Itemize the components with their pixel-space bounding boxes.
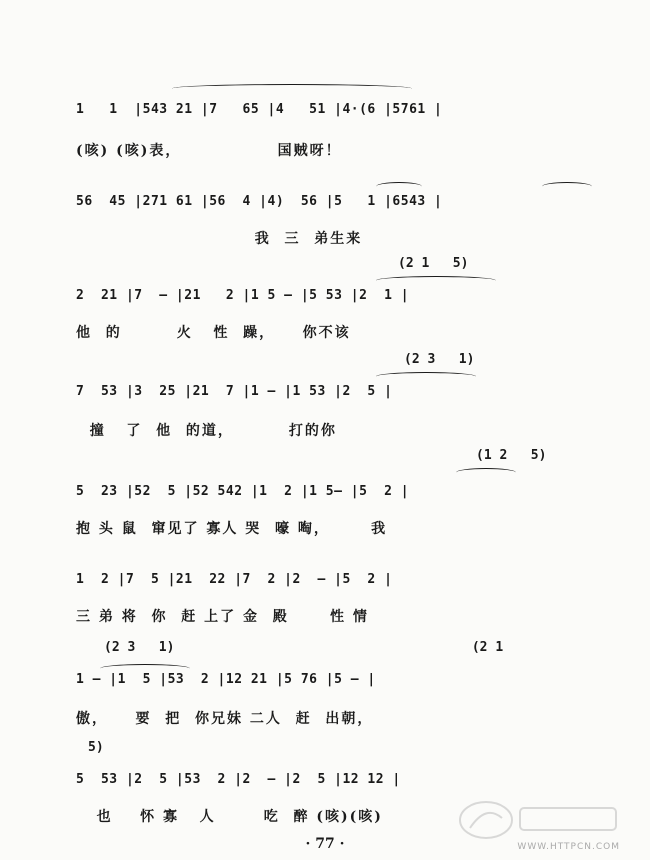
notation-line: 5 53 |2 5 |53 2 |2 — |2 5 |12 12 | — [76, 772, 401, 787]
grace-notes: (2 3 1) (2 1 — [104, 640, 504, 655]
slur — [542, 182, 592, 191]
notation-line: 1 2 |7 5 |21 22 |7 2 |2 — |5 2 | — [76, 572, 393, 587]
notation-line: 1 — |1 5 |53 2 |12 21 |5 76 |5 — | — [76, 672, 376, 687]
lyric-line: 傲， 要 把 你兄妹 二人 赶 出朝， — [76, 711, 374, 727]
lyric-line: 抱 头 鼠 窜见了 寡人 哭 嚎 啕， 我 — [76, 521, 388, 537]
notation-line: 2 21 |7 — |21 2 |1 5 — |5 53 |2 1 | — [76, 288, 410, 303]
watermark-text: WWW.HTTPCN.COM — [517, 842, 620, 852]
lyric-line: 他 的 火 性 躁， 你不该 — [76, 325, 351, 341]
watermark-logo-icon — [456, 798, 626, 842]
slur — [376, 182, 422, 191]
grace-notes: (1 2 5) — [476, 448, 547, 463]
notation-line: 56 45 |271 61 |56 4 |4) 56 |5 1 |6543 | — [76, 194, 443, 209]
slur — [376, 276, 496, 285]
lyric-line: 也 怀 寡 人 吃 醉 (咳)(咳) — [76, 809, 383, 825]
grace-notes: (2 3 1) — [404, 352, 475, 367]
grace-notes: (2 1 5) — [398, 256, 469, 271]
notation-line: 7 53 |3 25 |21 7 |1 — |1 53 |2 5 | — [76, 384, 393, 399]
slur — [376, 372, 476, 381]
watermark-logo — [456, 798, 626, 842]
lyric-line: 撞 了 他 的道， 打的你 — [76, 423, 337, 439]
page-number: · 77 · — [305, 836, 345, 852]
slur — [456, 468, 516, 477]
grace-notes: 5) — [88, 740, 104, 755]
notation-line: 5 23 |52 5 |52 542 |1 2 |1 5— |5 2 | — [76, 484, 410, 499]
slur — [172, 84, 412, 93]
notation-line: 1 1 |543 21 |7 65 |4 51 |4·(6 |5761 | — [76, 102, 443, 117]
lyric-line: 我 三 弟生来 — [76, 231, 363, 247]
lyric-line: 三 弟 将 你 赶 上了 金 殿 性 情 — [76, 609, 369, 625]
lyric-line: (咳) (咳)表， 国贼呀！ — [76, 143, 342, 159]
